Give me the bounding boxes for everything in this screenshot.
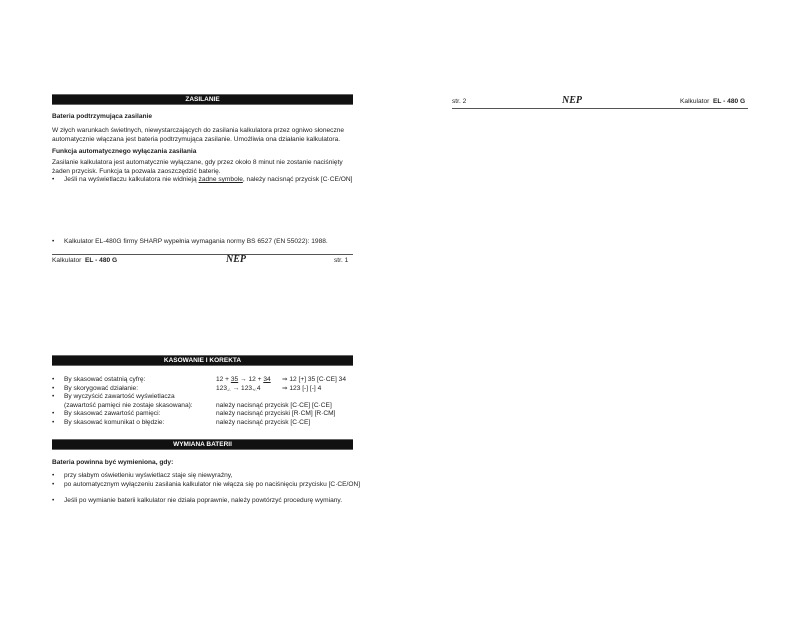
footer-page-number-1: str. 1: [334, 257, 349, 264]
bullet-no-symbols-pre: Jeśli na wyświetlaczu kalkulatora nie widnieją: [64, 176, 199, 183]
row-delete-ex-u2: 34: [263, 376, 271, 383]
footer-left-page-1: [52, 257, 117, 264]
row-delete-example: [216, 376, 271, 385]
footer-rule-page-1: [52, 254, 353, 255]
backup-text-line-2: automatycznie włączana jest bateria podtrzymująca zasilanie. Umożliwia ona działanie kalkulatora.: [52, 135, 341, 143]
brand-logo-page-1: NEP: [226, 254, 246, 265]
bullet-no-symbols: [64, 176, 352, 185]
bullet-no-symbols-underlined: żadne symbole: [198, 176, 243, 183]
row-clear-display: • By wyczyścić zawartość wyświetlacza: [64, 393, 175, 402]
row-clear-display-val: należy nacisnąć przycisk [C·CE] [C·CE]: [216, 401, 332, 409]
row-clear-memory: • By skasować zawartość pamięci:: [64, 410, 160, 419]
row-correct-ex-a: 123: [216, 384, 228, 392]
row-clear-memory-val: należy nacisnąć przyciski [R·CM] [R·CM]: [216, 410, 336, 417]
row-clear-error-val: należy nacisnąć przycisk [C·CE]: [216, 418, 311, 426]
section-header-battery: WYMIANA BATERII: [52, 439, 353, 450]
battery-heading: Bateria powinna być wymieniona, gdy:: [52, 459, 174, 466]
footer-label: Kalkulator: [52, 257, 82, 264]
row-correct-ex-c: 4: [256, 384, 261, 392]
row-correct-ex-b: → 123: [230, 384, 253, 392]
battery-bullet-2: • po automatycznym wyłączeniu zasilania kalkulator nie włącza się po naciśnięciu przycisku [C·CE/ON]: [64, 481, 360, 490]
header-model: EL - 480 G: [713, 98, 746, 105]
footer-model: EL - 480 G: [85, 257, 118, 264]
header-label: Kalkulator: [680, 98, 710, 105]
row-clear-error: • By skasować komunikat o błędzie:: [64, 419, 164, 428]
row-correct-operation: [64, 385, 138, 394]
row-delete-label: By skasować ostatnią cyfrę:: [64, 376, 146, 383]
heading-backup-battery: Bateria podtrzymująca zasilanie: [52, 113, 153, 120]
row-delete-keys: ⇒ 12 [+] 35 [C·CE] 34: [282, 376, 346, 383]
section-header-kasowanie: KASOWANIE I KOREKTA: [52, 355, 353, 366]
autooff-text-line-2: żaden przycisk. Funkcja ta pozwala zaoszczędzić baterię.: [52, 167, 221, 175]
backup-text-line-1: W złych warunkach świetlnych, niewystarczających do zasilania kalkulatora przez ogniwo słoneczne: [52, 127, 345, 134]
row-correct-label: By skorygować działanie:: [64, 384, 139, 392]
row-delete-ex-b: → 12 +: [238, 376, 264, 383]
autooff-text-line-1: Zasilanie kalkulatora jest automatycznie wyłączane, gdy przez około 8 minut nie zostanie naciśnięty: [52, 159, 343, 166]
bullet-norm: • Kalkulator EL-480G firmy SHARP wypełnia wymagania normy BS 6527 (EN 55022): 1988.: [64, 238, 328, 247]
row-delete-ex-a: 12 +: [216, 376, 231, 383]
header-right-page-2: [680, 98, 745, 105]
row-correct-example: [216, 385, 261, 395]
row-clear-display-2: (zawartość pamięci nie zostaje skasowana):: [64, 401, 193, 409]
brand-logo-page-2: NEP: [562, 95, 582, 106]
row-correct-keys: ⇒ 123 [-] [-] 4: [282, 384, 322, 392]
battery-bullet-1: • przy słabym oświetleniu wyświetlacz staje się niewyraźny,: [64, 472, 232, 481]
bullet-no-symbols-post: , należy nacisnąć przycisk [C·CE/ON]: [242, 176, 353, 183]
row-correct-ex-sub1: -/-: [227, 386, 231, 392]
row-delete-last-digit: [64, 376, 145, 385]
header-rule-page-2: [452, 108, 748, 109]
battery-bullet-3: • Jeśli po wymianie baterii kalkulator nie działa poprawnie, należy powtórzyć procedurę wymiany.: [64, 497, 342, 506]
row-correct-ex-sub2: +/-: [252, 386, 257, 392]
header-page-number-2: str. 2: [452, 98, 467, 105]
section-header-zasilanie: ZASILANIE: [52, 94, 353, 105]
heading-auto-off: Funkcja automatycznego wyłączania zasilania: [52, 148, 197, 155]
row-delete-ex-u1: 35: [230, 376, 239, 383]
